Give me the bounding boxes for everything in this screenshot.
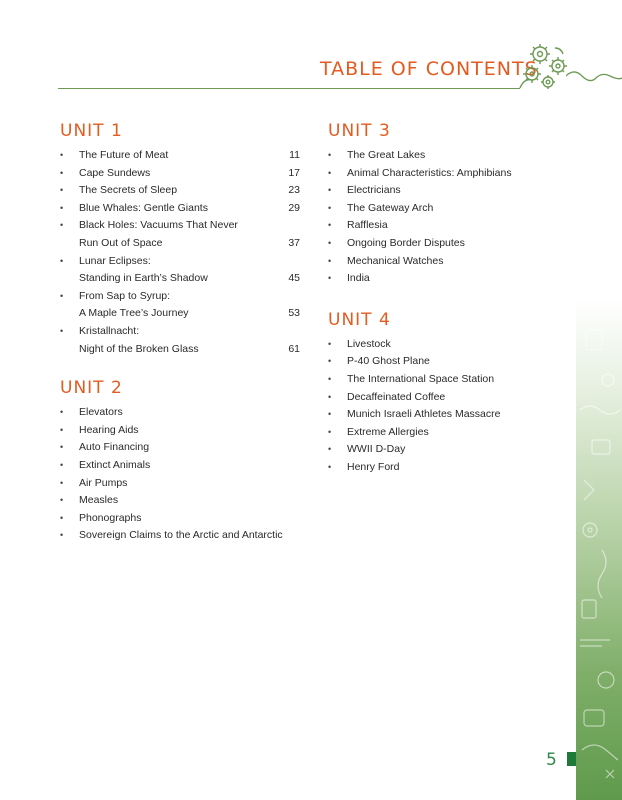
list-item[interactable]: [60, 510, 300, 528]
item-title: • Henry Ford: [347, 460, 400, 473]
item-title: • Extreme Allergies: [347, 425, 429, 438]
list-item[interactable]: [328, 165, 558, 183]
item-title: • Livestock: [347, 337, 391, 350]
item-page-number: 53: [288, 307, 300, 320]
unit-heading: UNIT 2: [60, 378, 123, 399]
item-title: • Black Holes: Vacuums That Never Run Out of Space: [79, 219, 238, 249]
item-title: • Ongoing Border Disputes: [347, 236, 465, 249]
list-item[interactable]: [60, 288, 300, 323]
item-title: • Blue Whales: Gentle Giants: [79, 201, 208, 214]
list-item[interactable]: [60, 457, 300, 475]
item-title: • Sovereign Claims to the Arctic and Antarctic: [79, 529, 283, 542]
list-item[interactable]: [328, 336, 558, 354]
doodle-pattern: [576, 300, 622, 800]
item-title: • The Gateway Arch: [347, 201, 434, 214]
list-item[interactable]: [328, 371, 558, 389]
left-column: [60, 121, 300, 545]
unit-4: [328, 310, 558, 477]
item-title: • Kristallnacht: Night of the Broken Glass: [79, 324, 199, 355]
list-item[interactable]: [60, 404, 300, 422]
item-title: • Hearing Aids: [79, 423, 139, 436]
item-title: • Animal Characteristics: Amphibians: [347, 166, 512, 179]
header-rule: [58, 88, 520, 89]
item-title: • Decaffeinated Coffee: [347, 390, 446, 403]
item-title: • P-40 Ghost Plane: [347, 355, 430, 368]
item-title: • India: [347, 272, 370, 285]
page-marker: [567, 752, 576, 766]
list-item[interactable]: [60, 527, 300, 545]
item-title: • Phonographs: [79, 511, 142, 524]
item-title: • The Great Lakes: [347, 149, 426, 161]
item-page-number: 11: [289, 149, 300, 161]
list-item[interactable]: [60, 200, 300, 218]
list-item[interactable]: [60, 439, 300, 457]
item-title: • Electricians: [347, 184, 401, 197]
list-item[interactable]: [328, 441, 558, 459]
item-title: • WWII D-Day: [347, 443, 406, 456]
list-item[interactable]: [328, 424, 558, 442]
list-item[interactable]: [60, 422, 300, 440]
item-page-number: 29: [288, 201, 300, 214]
squiggle-decoration: [566, 70, 622, 90]
list-item[interactable]: [328, 253, 558, 271]
list-item[interactable]: [328, 200, 558, 218]
item-title: • Elevators: [79, 406, 123, 419]
unit-2-list: [60, 404, 300, 545]
list-item[interactable]: [60, 147, 300, 165]
item-title: • The Future of Meat: [79, 149, 169, 161]
unit-heading: UNIT 4: [328, 309, 391, 330]
item-title: • Air Pumps: [79, 476, 128, 489]
item-title: • Auto Financing: [79, 441, 150, 454]
unit-heading: UNIT 3: [328, 121, 391, 141]
list-item[interactable]: [60, 323, 300, 358]
list-item[interactable]: [60, 253, 300, 288]
list-item[interactable]: [328, 235, 558, 253]
list-item[interactable]: [60, 165, 300, 183]
page-title: TABLE OF CONTENTS: [320, 58, 538, 80]
page-number: 5: [546, 750, 557, 770]
list-item[interactable]: [328, 182, 558, 200]
item-page-number: 45: [288, 272, 300, 285]
item-title: • Extinct Animals: [79, 458, 151, 471]
unit-heading: UNIT 1: [60, 121, 123, 141]
item-title: • Rafflesia: [347, 219, 388, 232]
item-page-number: 17: [288, 166, 300, 179]
item-title: • Munich Israeli Athletes Massacre: [347, 408, 501, 421]
list-item[interactable]: [60, 475, 300, 493]
item-title: • Lunar Eclipses: Standing in Earth’s Shadow: [79, 254, 208, 285]
right-column: [328, 121, 558, 477]
item-title: • The International Space Station: [347, 372, 495, 385]
unit-3-list: [328, 147, 558, 288]
item-page-number: 23: [288, 184, 300, 197]
list-item[interactable]: [328, 459, 558, 477]
item-title: • Cape Sundews: [79, 166, 151, 179]
list-item[interactable]: [328, 217, 558, 235]
unit-3: [328, 121, 558, 288]
item-title: • Mechanical Watches: [347, 254, 444, 267]
unit-1: [60, 121, 300, 358]
list-item[interactable]: [328, 353, 558, 371]
item-title: • The Secrets of Sleep: [79, 184, 178, 197]
item-page-number: 37: [288, 236, 300, 249]
item-title: • From Sap to Syrup: A Maple Tree’s Journey: [79, 289, 189, 320]
list-item[interactable]: [328, 270, 558, 288]
list-item[interactable]: [60, 182, 300, 200]
list-item[interactable]: [328, 147, 558, 165]
list-item[interactable]: [60, 492, 300, 510]
list-item[interactable]: [60, 217, 300, 252]
unit-1-list: [60, 147, 300, 358]
item-title: • Measles: [79, 494, 119, 507]
list-item[interactable]: [328, 406, 558, 424]
unit-2: [60, 378, 300, 545]
unit-4-list: [328, 336, 558, 477]
item-page-number: 61: [288, 342, 300, 355]
list-item[interactable]: [328, 389, 558, 407]
